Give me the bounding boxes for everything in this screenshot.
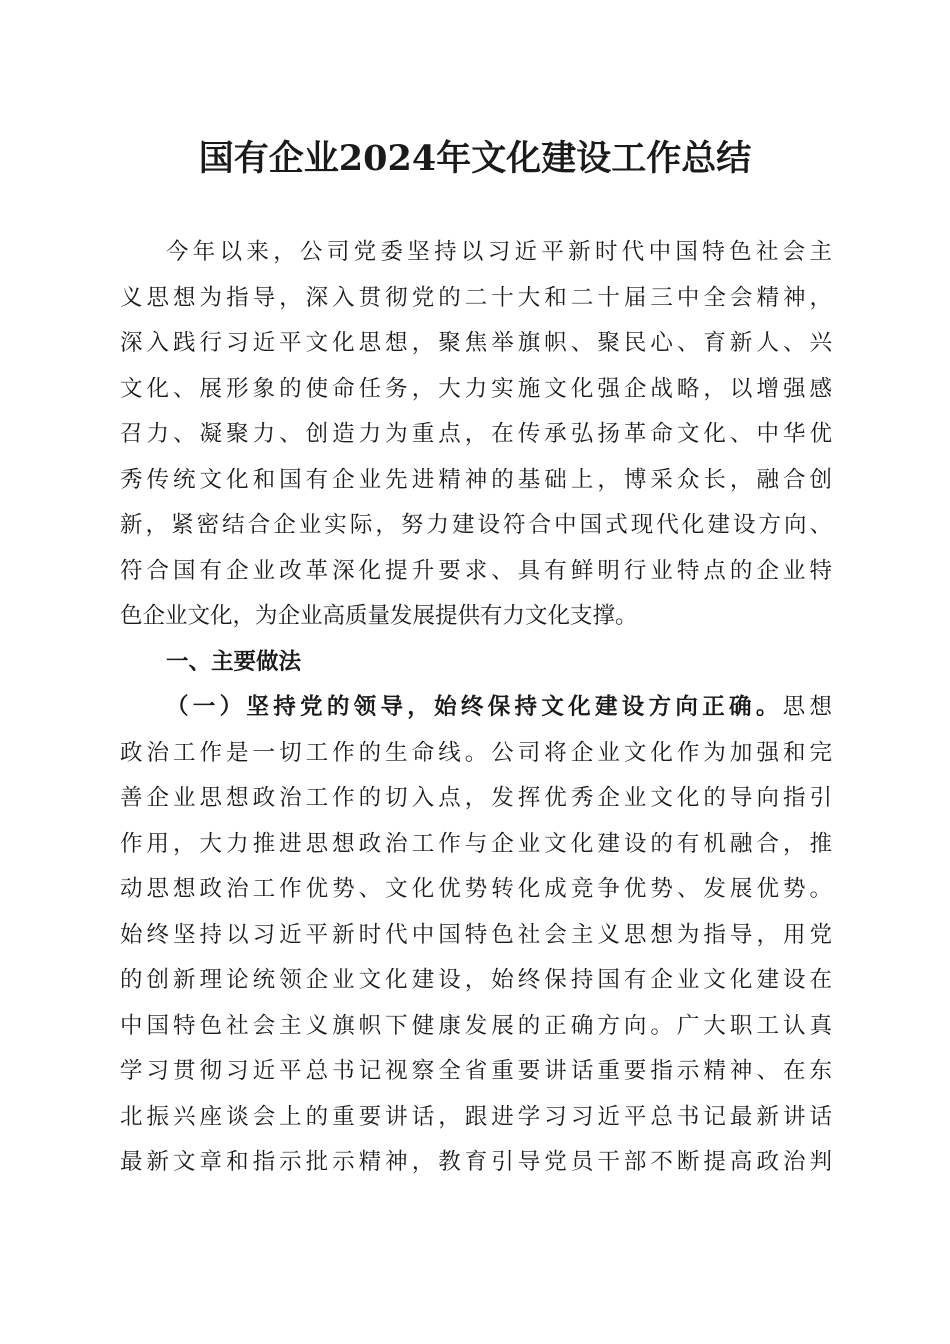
subsection-heading: （一）坚持党的领导，始终保持文化建设方向正确。 (166, 694, 783, 720)
intro-line: 新，紧密结合企业实际，努力建设符合中国式现代化建设方向、 (120, 512, 832, 538)
subsection-line: 始终坚持以习近平新时代中国特色社会主义思想为指导，用党 (120, 921, 832, 948)
intro-paragraph (120, 230, 832, 1186)
intro-line: 秀传统文化和国有企业先进精神的基础上，博采众长，融合创 (120, 466, 832, 493)
intro-line: 文化、展形象的使命任务，大力实施文化强企战略，以增强感 (120, 375, 832, 402)
subsection-first-line (120, 685, 832, 731)
subsection-line: 政治工作是一切工作的生命线。公司将企业文化作为加强和完 (120, 739, 832, 766)
subsection-line: 学习贯彻习近平总书记视察全省重要讲话重要指示精神、在东 (120, 1058, 832, 1084)
intro-line: 符合国有企业改革深化提升要求、具有鲜明行业特点的企业特 (120, 557, 832, 584)
subsection-line: 的创新理论统领企业文化建设，始终保持国有企业文化建设在 (120, 967, 832, 993)
intro-line: 义思想为指导，深入贯彻党的二十大和二十届三中全会精神， (120, 284, 832, 311)
intro-line: 召力、凝聚力、创造力为重点，在传承弘扬革命文化、中华优 (120, 421, 832, 447)
subsection-line: 最新文章和指示批示精神，教育引导党员干部不断提高政治判 (120, 1149, 832, 1175)
subsection-line: 北振兴座谈会上的重要讲话，跟进学习习近平总书记最新讲话 (120, 1103, 832, 1130)
intro-line: 深入践行习近平文化思想，聚焦举旗帜、聚民心、育新人、兴 (120, 330, 832, 356)
document-title: 国有企业2024年文化建设工作总结 (198, 138, 752, 179)
intro-line: 今年以来，公司党委坚持以习近平新时代中国特色社会主 (166, 239, 832, 265)
subsection-line: 作用，大力推进思想政治工作与企业文化建设的有机融合，推 (120, 830, 832, 857)
subsection-line: 动思想政治工作优势、文化优势转化成竞争优势、发展优势。 (120, 876, 832, 902)
subsection-line: 中国特色社会主义旗帜下健康发展的正确方向。广大职工认真 (120, 1012, 832, 1039)
section-heading: 一、主要做法 (166, 648, 302, 675)
subsection-first-line-rest: 思想 (782, 694, 832, 720)
intro-line: 色企业文化，为企业高质量发展提供有力文化支撑。 (120, 603, 638, 629)
subsection-line: 善企业思想政治工作的切入点，发挥优秀企业文化的导向指引 (120, 785, 832, 811)
